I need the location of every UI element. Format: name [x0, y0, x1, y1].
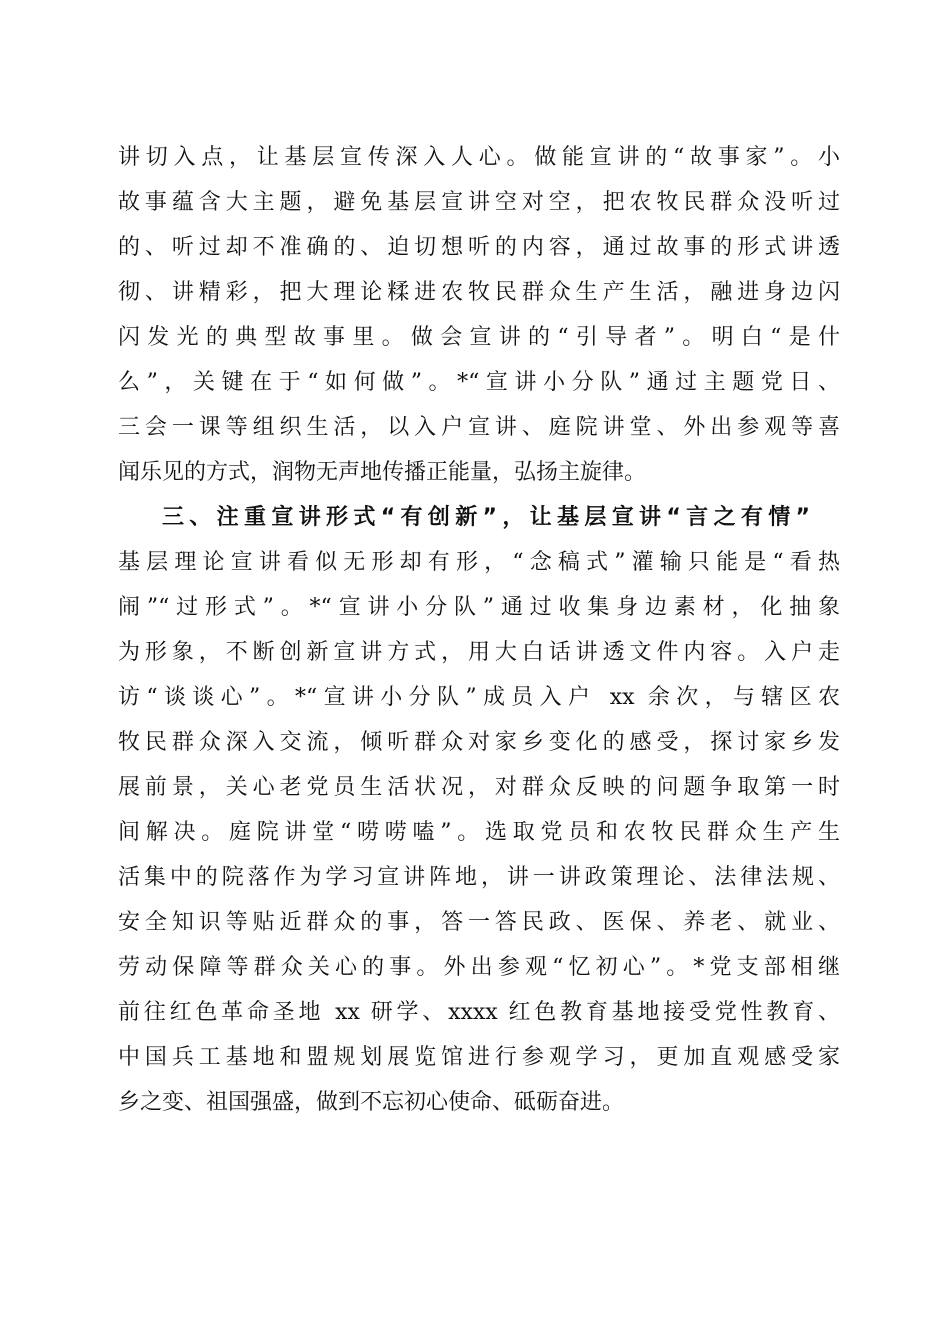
paragraph-line: 三会一课等组织生活，以入户宣讲、庭院讲堂、外出参观等喜	[118, 415, 840, 440]
paragraph-line: 闹”“过形式”。*“宣讲小分队”通过收集身边素材，化抽象	[118, 595, 840, 620]
paragraph-line: 么”，关键在于“如何做”。*“宣讲小分队”通过主题党日、	[118, 370, 840, 395]
paragraph-line: 闪发光的典型故事里。做会宣讲的“引导者”。明白“是什	[118, 325, 840, 350]
paragraph-line: 间解决。庭院讲堂“唠唠嗑”。选取党员和农牧民群众生产生	[118, 820, 840, 845]
paragraph-line: 中国兵工基地和盟规划展览馆进行参观学习，更加直观感受家	[118, 1045, 840, 1070]
paragraph-line: 安全知识等贴近群众的事，答一答民政、医保、养老、就业、	[118, 910, 840, 935]
paragraph-line: 展前景，关心老党员生活状况，对群众反映的问题争取第一时	[118, 775, 840, 800]
paragraph-line: 故事蕴含大主题，避免基层宣讲空对空，把农牧民群众没听过	[118, 190, 840, 215]
paragraph-line: 活集中的院落作为学习宣讲阵地，讲一讲政策理论、法律法规、	[118, 865, 840, 890]
paragraph-line: 劳动保障等群众关心的事。外出参观“忆初心”。*党支部相继	[118, 955, 840, 980]
paragraph-line: 牧民群众深入交流，倾听群众对家乡变化的感受，探讨家乡发	[118, 730, 840, 755]
paragraph-line: 的、听过却不准确的、迫切想听的内容，通过故事的形式讲透	[118, 235, 840, 260]
paragraph-line: 乡之变、祖国强盛，做到不忘初心使命、砥砺奋进。	[118, 1090, 625, 1115]
paragraph-line: 彻、讲精彩，把大理论糅进农牧民群众生产生活，融进身边闪	[118, 280, 840, 305]
paragraph-line: 为形象，不断创新宣讲方式，用大白话讲透文件内容。入户走	[118, 640, 840, 665]
paragraph-line: 闻乐见的方式，润物无声地传播正能量，弘扬主旋律。	[118, 460, 647, 485]
paragraph-line: 基层理论宣讲看似无形却有形，“念稿式”灌输只能是“看热	[118, 550, 840, 575]
paragraph-line: 前往红色革命圣地 xx 研学、xxxx 红色教育基地接受党性教育、	[118, 1000, 840, 1025]
section-heading: 三、注重宣讲形式“有创新”，让基层宣讲“言之有情”	[162, 505, 810, 530]
paragraph-line: 访“谈谈心”。*“宣讲小分队”成员入户 xx 余次，与辖区农	[118, 685, 840, 710]
paragraph-line: 讲切入点，让基层宣传深入人心。做能宣讲的“故事家”。小	[118, 145, 840, 170]
